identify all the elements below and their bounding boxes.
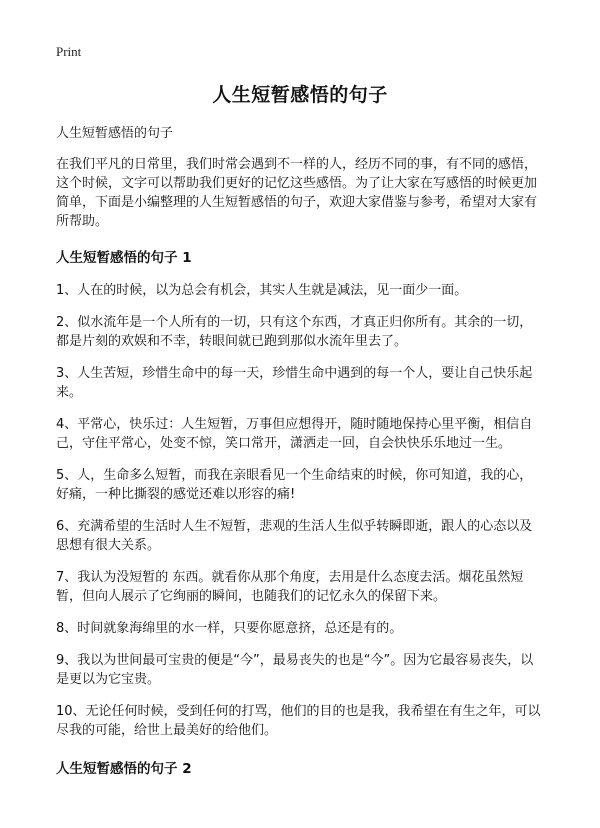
list-item: 3、人生苦短，珍惜生命中的每一天，珍惜生命中遇到的每一个人，要让自己快乐起来。 [56,366,533,400]
section-heading: 人生短暂感悟的句子 2 [56,761,192,777]
sentence-list [56,281,544,740]
intro-paragraph: 在我们平凡的日常里，我们时常会遇到不一样的人，经历不同的事，有不同的感悟，这个时候，文字可以帮助我们更好的记忆这些感悟。为了让大家在写感悟的时候更加简单，下面是小编整理的人生短暂感悟的句子，欢迎大家借鉴与参考，希望对大家有所帮助。 [56,157,538,229]
list-item: 7、我认为没短暂的 东西。就看你从那个角度，去用是什么态度去活。烟花虽然短暂，但向人展示了它绚丽的瞬间，也随我们的记忆永久的保留下来。 [56,570,524,604]
list-item: 1、人在的时候，以为总会有机会，其实人生就是减法，见一面少一面。 [56,283,468,298]
list-item: 8、时间就象海绵里的水一样，只要你愿意挤，总还是有的。 [56,621,403,636]
page-title: 人生短暂感悟的句子 [212,84,388,106]
list-item: 9、我以为世间最可宝贵的便是“今”，最易丧失的也是“今”。因为它最容易丧失，以是更以为它宝贵。 [56,653,534,687]
list-item: 6、充满希望的生活时人生不短暂，悲观的生活人生似乎转瞬即逝，跟人的心态以及思想有很大关系。 [56,519,533,553]
list-item: 5、人，生命多么短暂，而我在亲眼看见一个生命结束的时候，你可知道，我的心，好痛，一种比撕裂的感觉还难以形容的痛! [56,468,533,502]
list-item: 10、无论任何时候，受到任何的打骂，他们的目的也是我，我希望在有生之年，可以尽我的可能，给世上最美好的给他们。 [56,704,541,738]
print-link[interactable]: Print [56,44,82,59]
list-item: 2、似水流年是一个人所有的一切，只有这个东西，才真正归你所有。其余的一切，都是片刻的欢娱和不幸，转眼间就已跑到那似水流年里去了。 [56,315,533,349]
section-heading: 人生短暂感悟的句子 1 [56,250,192,266]
list-item: 4、平常心，快乐过：人生短暂，万事但应想得开，随时随地保持心里平衡，相信自己，守住平常心，处变不惊，笑口常开，潇洒走一回，自会快快乐乐地过一生。 [56,417,533,451]
document-subtitle: 人生短暂感悟的句子 [56,126,174,141]
